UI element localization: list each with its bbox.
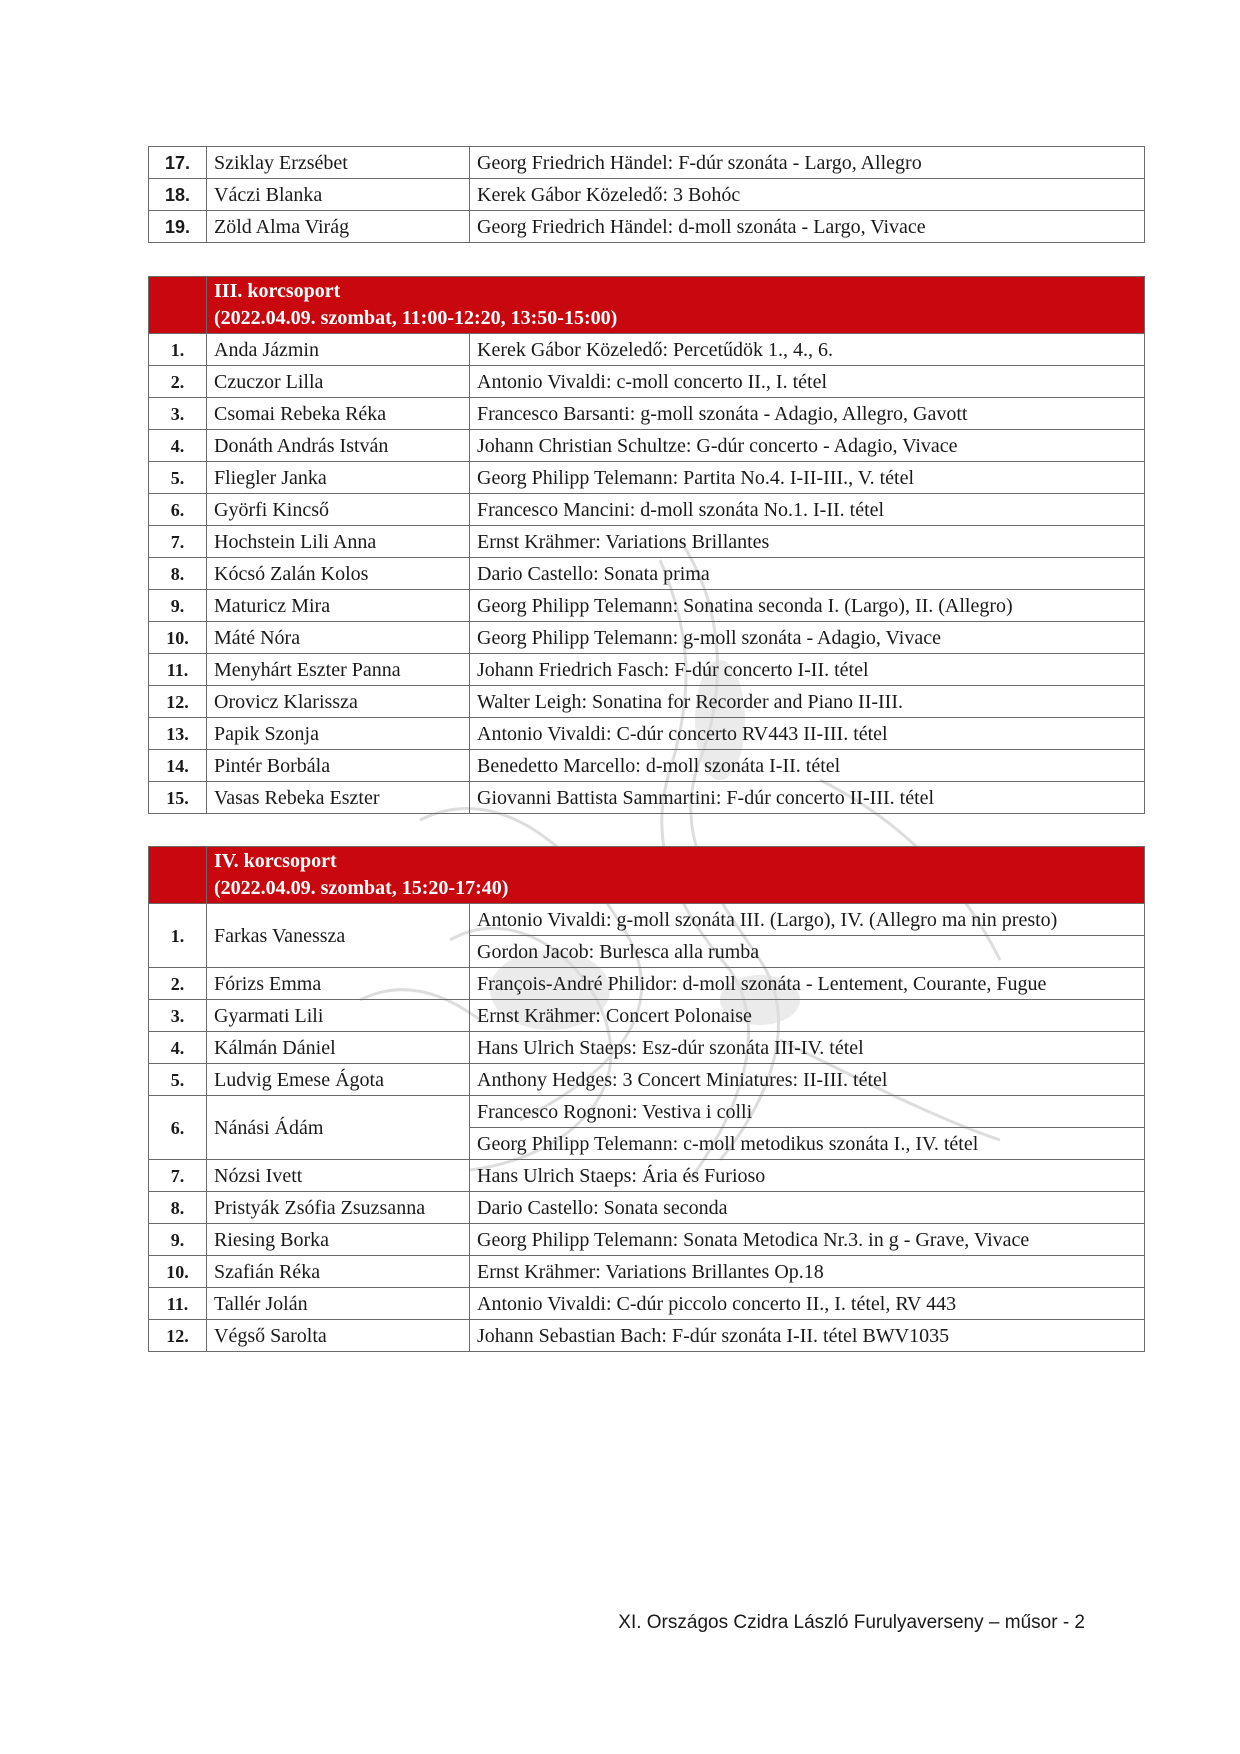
table-row [149, 1192, 1145, 1224]
group4-schedule: (2022.04.09. szombat, 15:20-17:40) [214, 877, 509, 899]
piece-title: Anthony Hedges: 3 Concert Miniatures: II-III. tétel [470, 1064, 1145, 1096]
performer-name: Anda Jázmin [207, 334, 470, 366]
table-row [149, 904, 1145, 936]
performer-name: Riesing Borka [207, 1224, 470, 1256]
piece-title: Antonio Vivaldi: g-moll szonáta III. (Largo), IV. (Allegro ma nin presto) [470, 904, 1145, 936]
performer-name: Orovicz Klarissza [207, 686, 470, 718]
table-row [149, 718, 1145, 750]
entry-number: 17. [149, 147, 207, 179]
entry-number: 13. [149, 718, 207, 750]
group3-header [207, 277, 1145, 334]
piece-title: Dario Castello: Sonata seconda [470, 1192, 1145, 1224]
entry-number: 3. [149, 1000, 207, 1032]
table-row [149, 1160, 1145, 1192]
table-row [149, 686, 1145, 718]
entry-number: 19. [149, 211, 207, 243]
table-row [149, 179, 1145, 211]
performer-name: Szafián Réka [207, 1256, 470, 1288]
table-row [149, 968, 1145, 1000]
piece-title: Francesco Barsanti: g-moll szonáta - Adagio, Allegro, Gavott [470, 398, 1145, 430]
table-row [149, 782, 1145, 814]
group4-header [207, 847, 1145, 904]
group4-title: IV. korcsoport [214, 850, 337, 872]
piece-title: Giovanni Battista Sammartini: F-dúr concerto II-III. tétel [470, 782, 1145, 814]
group3-title: III. korcsoport [214, 280, 341, 302]
table-row [149, 398, 1145, 430]
performer-name: Tallér Jolán [207, 1288, 470, 1320]
entry-number: 15. [149, 782, 207, 814]
performer-name: Nózsi Ivett [207, 1160, 470, 1192]
entry-number: 6. [149, 1096, 207, 1160]
piece-title: Ernst Krähmer: Variations Brillantes [470, 526, 1145, 558]
table-row [149, 1096, 1145, 1128]
piece-title: Kerek Gábor Közeledő: 3 Bohóc [470, 179, 1145, 211]
group3-header-row [149, 277, 1145, 334]
piece-title: Dario Castello: Sonata prima [470, 558, 1145, 590]
entry-number: 12. [149, 686, 207, 718]
piece-title: Antonio Vivaldi: C-dúr concerto RV443 II-III. tétel [470, 718, 1145, 750]
table-row [149, 1000, 1145, 1032]
table-row [149, 462, 1145, 494]
performer-name: Papik Szonja [207, 718, 470, 750]
performer-name: Kócsó Zalán Kolos [207, 558, 470, 590]
piece-title: Hans Ulrich Staeps: Esz-dúr szonáta III-IV. tétel [470, 1032, 1145, 1064]
piece-title: Gordon Jacob: Burlesca alla rumba [470, 936, 1145, 968]
table-row [149, 1288, 1145, 1320]
table-row [149, 1320, 1145, 1352]
entry-number: 6. [149, 494, 207, 526]
table-row [149, 430, 1145, 462]
performer-name: Hochstein Lili Anna [207, 526, 470, 558]
performer-name: Pristyák Zsófia Zsuzsanna [207, 1192, 470, 1224]
entry-number: 5. [149, 462, 207, 494]
group4-header-row [149, 847, 1145, 904]
piece-title: Georg Philipp Telemann: Partita No.4. I-II-III., V. tétel [470, 462, 1145, 494]
piece-title: Francesco Rognoni: Vestiva i colli [470, 1096, 1145, 1128]
group3-schedule: (2022.04.09. szombat, 11:00-12:20, 13:50-15:00) [214, 307, 618, 329]
piece-title: Georg Philipp Telemann: Sonata Metodica Nr.3. in g - Grave, Vivace [470, 1224, 1145, 1256]
piece-title: Johann Christian Schultze: G-dúr concerto - Adagio, Vivace [470, 430, 1145, 462]
piece-title: Francesco Mancini: d-moll szonáta No.1. I-II. tétel [470, 494, 1145, 526]
top-program-table [148, 146, 1145, 243]
table-row [149, 558, 1145, 590]
entry-number: 2. [149, 968, 207, 1000]
performer-name: Györfi Kincső [207, 494, 470, 526]
piece-title: Hans Ulrich Staeps: Ária és Furioso [470, 1160, 1145, 1192]
performer-name: Czuczor Lilla [207, 366, 470, 398]
entry-number: 10. [149, 1256, 207, 1288]
performer-name: Nánási Ádám [207, 1096, 470, 1160]
piece-title: Georg Philipp Telemann: c-moll metodikus szonáta I., IV. tétel [470, 1128, 1145, 1160]
group3-program-table [148, 276, 1145, 814]
entry-number: 12. [149, 1320, 207, 1352]
performer-name: Végső Sarolta [207, 1320, 470, 1352]
entry-number: 10. [149, 622, 207, 654]
performer-name: Fliegler Janka [207, 462, 470, 494]
entry-number: 8. [149, 1192, 207, 1224]
performer-name: Váczi Blanka [207, 179, 470, 211]
table-row [149, 590, 1145, 622]
piece-title: Antonio Vivaldi: C-dúr piccolo concerto II., I. tétel, RV 443 [470, 1288, 1145, 1320]
piece-title: Georg Friedrich Händel: d-moll szonáta - Largo, Vivace [470, 211, 1145, 243]
piece-title: Georg Philipp Telemann: Sonatina seconda I. (Largo), II. (Allegro) [470, 590, 1145, 622]
entry-number: 4. [149, 430, 207, 462]
entry-number: 14. [149, 750, 207, 782]
performer-name: Farkas Vanessza [207, 904, 470, 968]
group4-header-empty-cell [149, 847, 207, 904]
performer-name: Maturicz Mira [207, 590, 470, 622]
performer-name: Fórizs Emma [207, 968, 470, 1000]
piece-title: Johann Sebastian Bach: F-dúr szonáta I-II. tétel BWV1035 [470, 1320, 1145, 1352]
performer-name: Kálmán Dániel [207, 1032, 470, 1064]
table-row [149, 622, 1145, 654]
table-row [149, 147, 1145, 179]
piece-title: Kerek Gábor Közeledő: Percetűdök 1., 4., 6. [470, 334, 1145, 366]
table-row [149, 1256, 1145, 1288]
entry-number: 2. [149, 366, 207, 398]
piece-title: Antonio Vivaldi: c-moll concerto II., I. tétel [470, 366, 1145, 398]
table-row [149, 1064, 1145, 1096]
performer-name: Donáth András István [207, 430, 470, 462]
table-row [149, 211, 1145, 243]
entry-number: 9. [149, 1224, 207, 1256]
table-row [149, 1224, 1145, 1256]
page-footer: XI. Országos Czidra László Furulyaverseny – műsor - 2 [618, 1612, 1085, 1633]
entry-number: 18. [149, 179, 207, 211]
entry-number: 1. [149, 334, 207, 366]
entry-number: 3. [149, 398, 207, 430]
table-row [149, 1032, 1145, 1064]
performer-name: Zöld Alma Virág [207, 211, 470, 243]
performer-name: Máté Nóra [207, 622, 470, 654]
piece-title: Ernst Krähmer: Concert Polonaise [470, 1000, 1145, 1032]
piece-title: Benedetto Marcello: d-moll szonáta I-II. tétel [470, 750, 1145, 782]
performer-name: Ludvig Emese Ágota [207, 1064, 470, 1096]
group3-header-empty-cell [149, 277, 207, 334]
entry-number: 8. [149, 558, 207, 590]
piece-title: Walter Leigh: Sonatina for Recorder and Piano II-III. [470, 686, 1145, 718]
performer-name: Pintér Borbála [207, 750, 470, 782]
table-row [149, 526, 1145, 558]
piece-title: Ernst Krähmer: Variations Brillantes Op.18 [470, 1256, 1145, 1288]
piece-title: Georg Friedrich Händel: F-dúr szonáta - Largo, Allegro [470, 147, 1145, 179]
table-row [149, 494, 1145, 526]
group4-program-table [148, 846, 1145, 1352]
performer-name: Sziklay Erzsébet [207, 147, 470, 179]
entry-number: 4. [149, 1032, 207, 1064]
piece-title: Georg Philipp Telemann: g-moll szonáta - Adagio, Vivace [470, 622, 1145, 654]
table-row [149, 334, 1145, 366]
entry-number: 7. [149, 1160, 207, 1192]
entry-number: 5. [149, 1064, 207, 1096]
entry-number: 9. [149, 590, 207, 622]
entry-number: 11. [149, 1288, 207, 1320]
piece-title: François-André Philidor: d-moll szonáta - Lentement, Courante, Fugue [470, 968, 1145, 1000]
table-row [149, 654, 1145, 686]
performer-name: Csomai Rebeka Réka [207, 398, 470, 430]
performer-name: Menyhárt Eszter Panna [207, 654, 470, 686]
entry-number: 7. [149, 526, 207, 558]
table-row [149, 750, 1145, 782]
entry-number: 11. [149, 654, 207, 686]
entry-number: 1. [149, 904, 207, 968]
performer-name: Gyarmati Lili [207, 1000, 470, 1032]
table-row [149, 366, 1145, 398]
piece-title: Johann Friedrich Fasch: F-dúr concerto I-II. tétel [470, 654, 1145, 686]
performer-name: Vasas Rebeka Eszter [207, 782, 470, 814]
